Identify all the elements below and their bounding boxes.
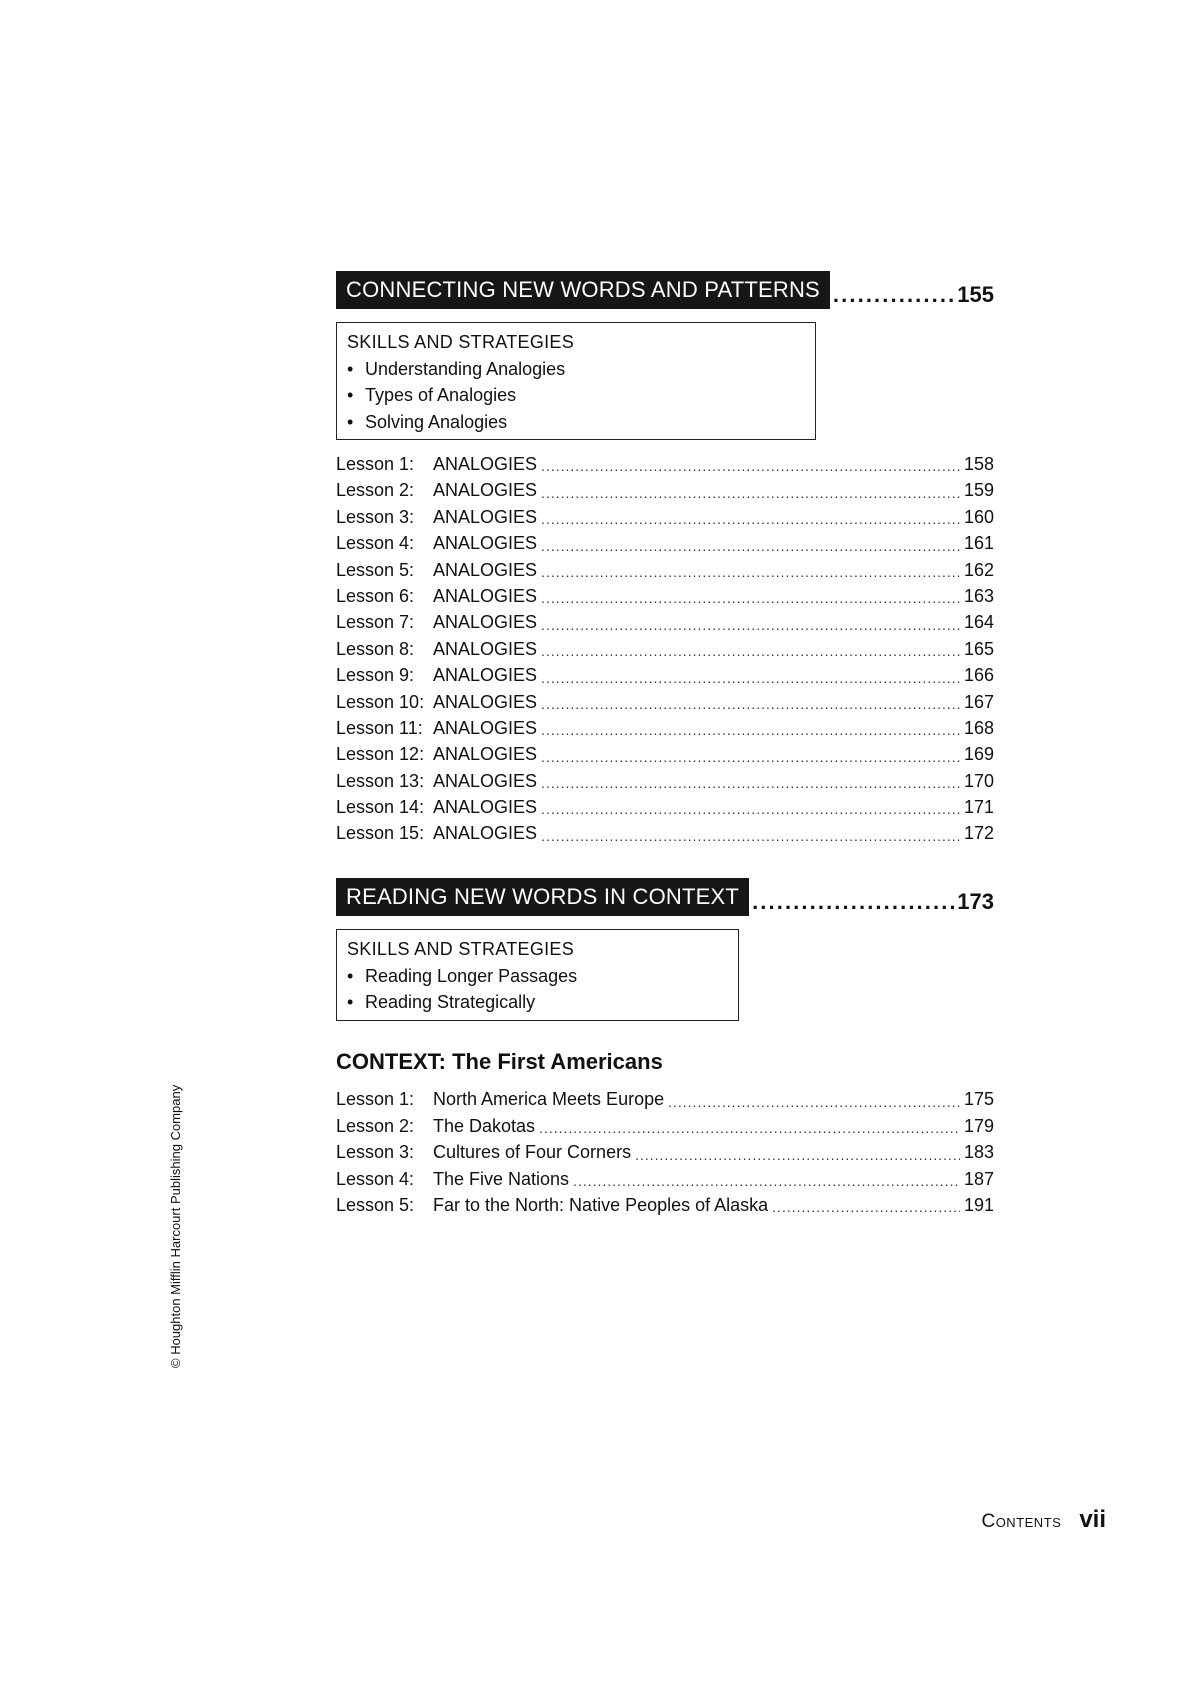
context-title: CONTEXT: The First Americans xyxy=(336,1048,663,1074)
toc-section-reading xyxy=(336,878,994,1218)
lesson-entry[interactable]: Lesson 1: North America Meets Europe ..... 175 xyxy=(336,1087,994,1113)
section-heading: CONNECTING NEW WORDS AND PATTERNS xyxy=(336,271,830,309)
bullet-icon: • xyxy=(347,965,354,986)
lesson-entry[interactable]: Lesson 14: ANALOGIES ..... 171 xyxy=(336,794,994,820)
leader-dots xyxy=(752,891,954,913)
lesson-list xyxy=(336,1087,994,1219)
page-footer xyxy=(981,1506,1106,1534)
skills-title: SKILLS AND STRATEGIES xyxy=(347,332,575,352)
lesson-entry[interactable]: Lesson 5: Far to the North: Native Peoples of Alaska ..... 191 xyxy=(336,1192,994,1218)
lesson-entry[interactable]: Lesson 15: ANALOGIES ..... 172 xyxy=(336,820,994,846)
lesson-entry[interactable]: Lesson 4: ANALOGIES ..... 161 xyxy=(336,530,994,556)
bullet-icon: • xyxy=(347,385,354,405)
skill-item: • Understanding Analogies xyxy=(347,356,805,383)
skills-box xyxy=(336,929,739,1021)
lesson-entry[interactable]: Lesson 5: ANALOGIES ..... 162 xyxy=(336,557,994,583)
lesson-entry[interactable]: Lesson 12: ANALOGIES ..... 169 xyxy=(336,741,994,767)
footer-label: Contents xyxy=(981,1511,1062,1532)
lesson-entry[interactable]: Lesson 7: ANALOGIES ..... 164 xyxy=(336,609,994,635)
skill-item: • Types of Analogies xyxy=(347,382,805,409)
skill-item: • Reading Longer Passages xyxy=(347,963,728,990)
lesson-entry[interactable]: Lesson 1: ANALOGIES ..... 158 xyxy=(336,451,994,477)
lesson-entry[interactable]: Lesson 4: The Five Nations ..... 187 xyxy=(336,1166,994,1192)
skills-title: SKILLS AND STRATEGIES xyxy=(347,939,575,959)
lesson-entry[interactable]: Lesson 2: ANALOGIES ..... 159 xyxy=(336,477,994,503)
lesson-entry[interactable]: Lesson 11: ANALOGIES ..... 168 xyxy=(336,715,994,741)
section-page-number: 155 xyxy=(957,282,994,307)
skill-item: • Reading Strategically xyxy=(347,989,728,1016)
lesson-entry[interactable]: Lesson 6: ANALOGIES ..... 163 xyxy=(336,583,994,609)
lesson-entry[interactable]: Lesson 9: ANALOGIES ..... 166 xyxy=(336,662,994,688)
copyright-notice: © Houghton Mifflin Harcourt Publishing Company xyxy=(168,1084,183,1368)
bullet-icon: • xyxy=(347,358,354,379)
leader-dots xyxy=(833,284,954,306)
lesson-entry[interactable]: Lesson 3: ANALOGIES ..... 160 xyxy=(336,504,994,530)
section-heading-row xyxy=(336,878,994,916)
lesson-list xyxy=(336,451,994,847)
bullet-icon: • xyxy=(347,411,354,432)
lesson-entry[interactable]: Lesson 10: ANALOGIES ..... 167 xyxy=(336,689,994,715)
toc-section-connecting xyxy=(336,271,994,847)
lesson-entry[interactable]: Lesson 3: Cultures of Four Corners ..... 183 xyxy=(336,1139,994,1165)
section-page-number: 173 xyxy=(957,889,994,914)
section-heading-row xyxy=(336,271,994,309)
bullet-icon: • xyxy=(347,992,354,1012)
section-heading: READING NEW WORDS IN CONTEXT xyxy=(336,878,749,916)
skills-box xyxy=(336,322,816,440)
skill-item: • Solving Analogies xyxy=(347,409,805,436)
lesson-entry[interactable]: Lesson 2: The Dakotas ..... 179 xyxy=(336,1113,994,1139)
lesson-entry[interactable]: Lesson 8: ANALOGIES ..... 165 xyxy=(336,636,994,662)
footer-page-number: vii xyxy=(1079,1506,1106,1533)
lesson-entry[interactable]: Lesson 13: ANALOGIES ..... 170 xyxy=(336,768,994,794)
